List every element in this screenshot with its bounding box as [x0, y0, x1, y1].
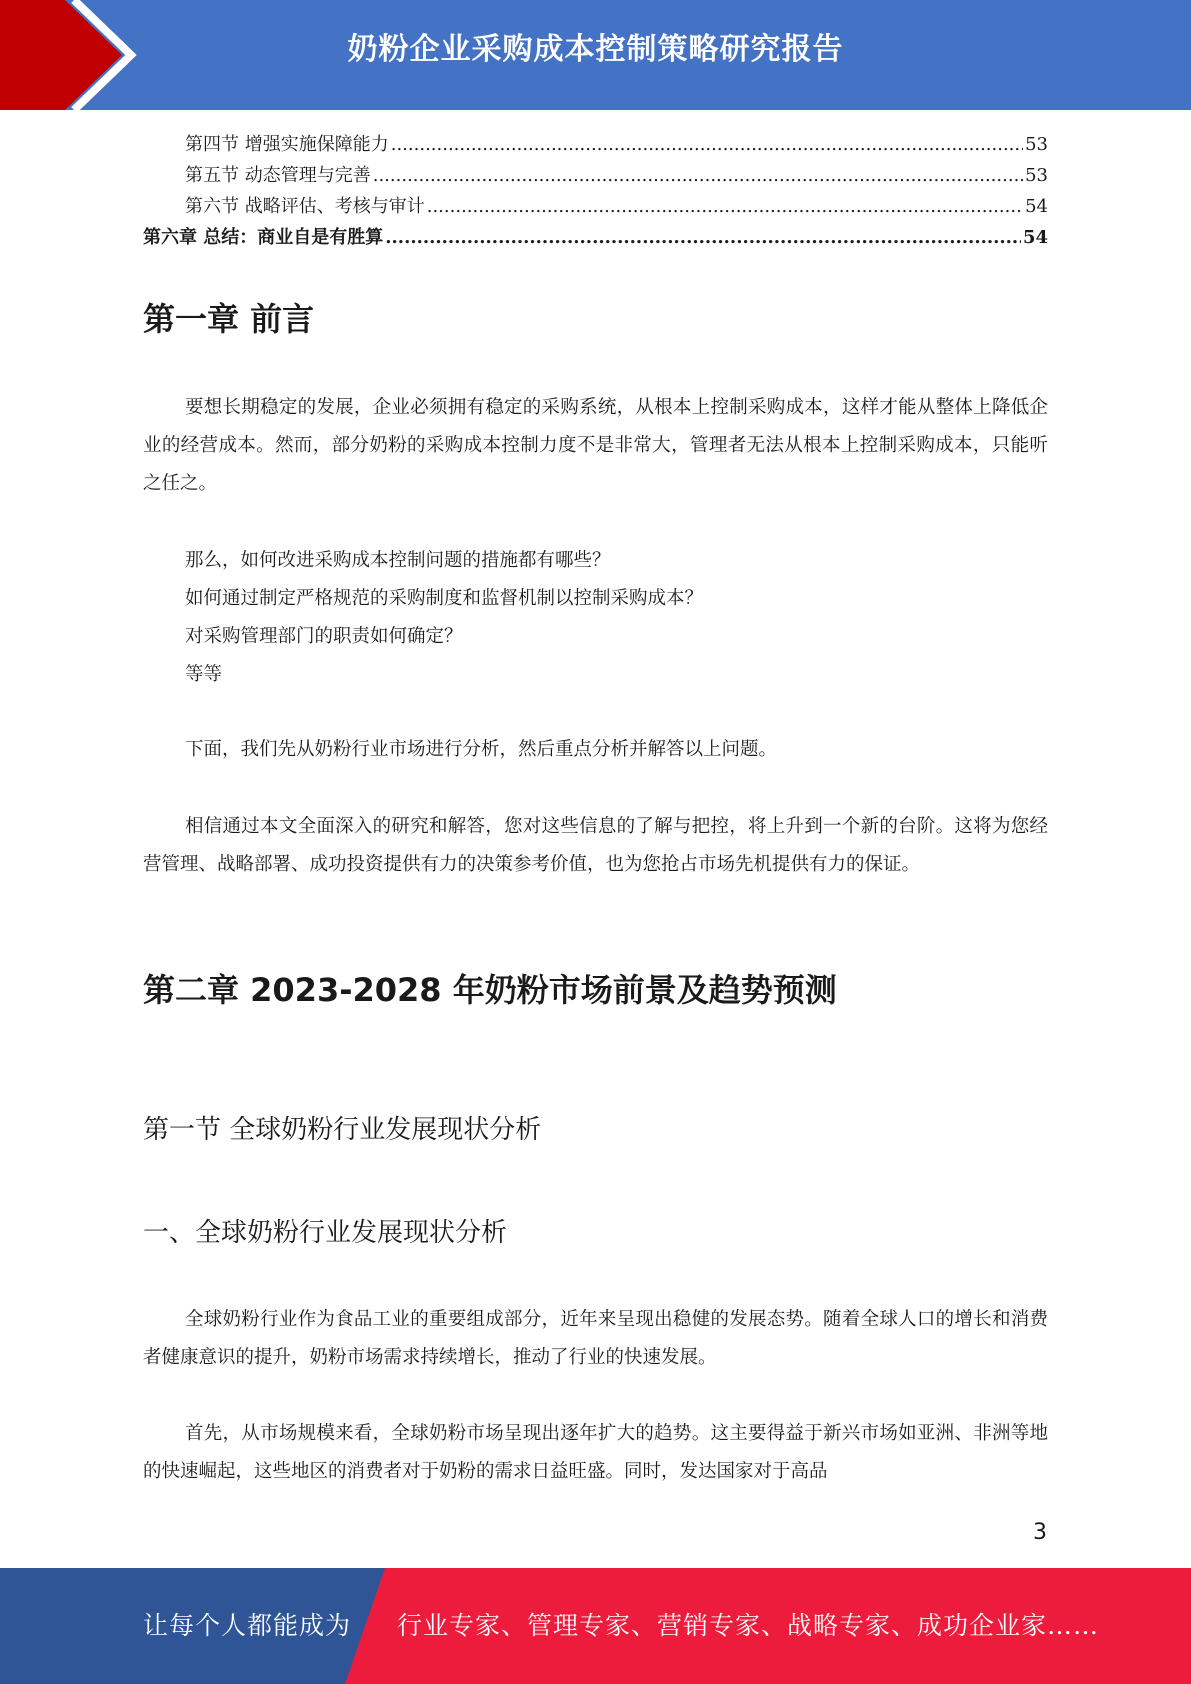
- section-heading: 第一节 全球奶粉行业发展现状分析: [143, 1115, 542, 1145]
- toc-entry[interactable]: [143, 192, 1048, 223]
- question-line: 对采购管理部门的职责如何确定？: [185, 626, 463, 647]
- question-line: 等等: [185, 664, 223, 685]
- footer-slogan-left: 让每个人都能成为: [143, 1611, 352, 1640]
- toc-leader-dots: [391, 134, 1023, 155]
- toc-entry-label: 第六章 总结：商业自是有胜算: [143, 227, 384, 248]
- subsection-heading: 一、全球奶粉行业发展现状分析: [143, 1218, 508, 1248]
- toc-entry-page: 53: [1025, 134, 1048, 155]
- toc-entry-label: 第五节 动态管理与完善: [185, 165, 371, 186]
- toc-entry[interactable]: [143, 161, 1048, 192]
- chapter-2-paragraph-1: 全球奶粉行业作为食品工业的重要组成部分，近年来呈现出稳健的发展态势。随着全球人口的增长和消费者健康意识的提升，奶粉市场需求持续增长，推动了行业的快速发展。: [143, 1309, 1048, 1368]
- document-title: 奶粉企业采购成本控制策略研究报告: [347, 32, 844, 67]
- chapter-1-heading: 第一章 前言: [143, 300, 315, 338]
- toc-entry-label: 第四节 增强实施保障能力: [185, 134, 389, 155]
- chapter-1-paragraph-1: 要想长期稳定的发展，企业必须拥有稳定的采购系统，从根本上控制采购成本，这样才能从整体上降低企业的经营成本。然而，部分奶粉的采购成本控制力度不是非常大，管理者无法从根本上控制采购成本，只能听之任之。: [143, 397, 1048, 494]
- toc-leader-dots: [427, 196, 1023, 217]
- toc-leader-dots: [385, 227, 1021, 248]
- chapter-1-paragraph-3: 相信通过本文全面深入的研究和解答，您对这些信息的了解与把控，将上升到一个新的台阶。这将为您经营管理、战略部署、成功投资提供有力的决策参考价值，也为您抢占市场先机提供有力的保证。: [143, 816, 1048, 875]
- chapter-2-heading: 第二章 2023-2028 年奶粉市场前景及趋势预测: [143, 971, 837, 1009]
- toc-leader-dots: [373, 165, 1023, 186]
- toc-entry[interactable]: [143, 130, 1048, 161]
- page-number: 3: [1033, 1520, 1047, 1545]
- toc-chapter-entry[interactable]: [143, 223, 1048, 254]
- page-header: [0, 0, 1191, 110]
- toc-entry-page: 54: [1022, 227, 1048, 248]
- toc-entry-page: 53: [1025, 165, 1048, 186]
- footer-slogan-right: 行业专家、管理专家、营销专家、战略专家、成功企业家……: [397, 1611, 1100, 1640]
- question-line: 那么，如何改进采购成本控制问题的措施都有哪些？: [185, 550, 611, 571]
- toc-entry-label: 第六节 战略评估、考核与审计: [185, 196, 425, 217]
- question-line: 如何通过制定严格规范的采购制度和监督机制以控制采购成本？: [185, 588, 704, 609]
- page-footer: [0, 1568, 1191, 1684]
- chapter-2-paragraph-2: 首先，从市场规模来看，全球奶粉市场呈现出逐年扩大的趋势。这主要得益于新兴市场如亚洲、非洲等地的快速崛起，这些地区的消费者对于奶粉的需求日益旺盛。同时，发达国家对于高品: [143, 1423, 1048, 1482]
- table-of-contents: [143, 130, 1048, 254]
- toc-entry-page: 54: [1025, 196, 1048, 217]
- chapter-1-paragraph-2: 下面，我们先从奶粉行业市场进行分析，然后重点分析并解答以上问题。: [185, 739, 778, 760]
